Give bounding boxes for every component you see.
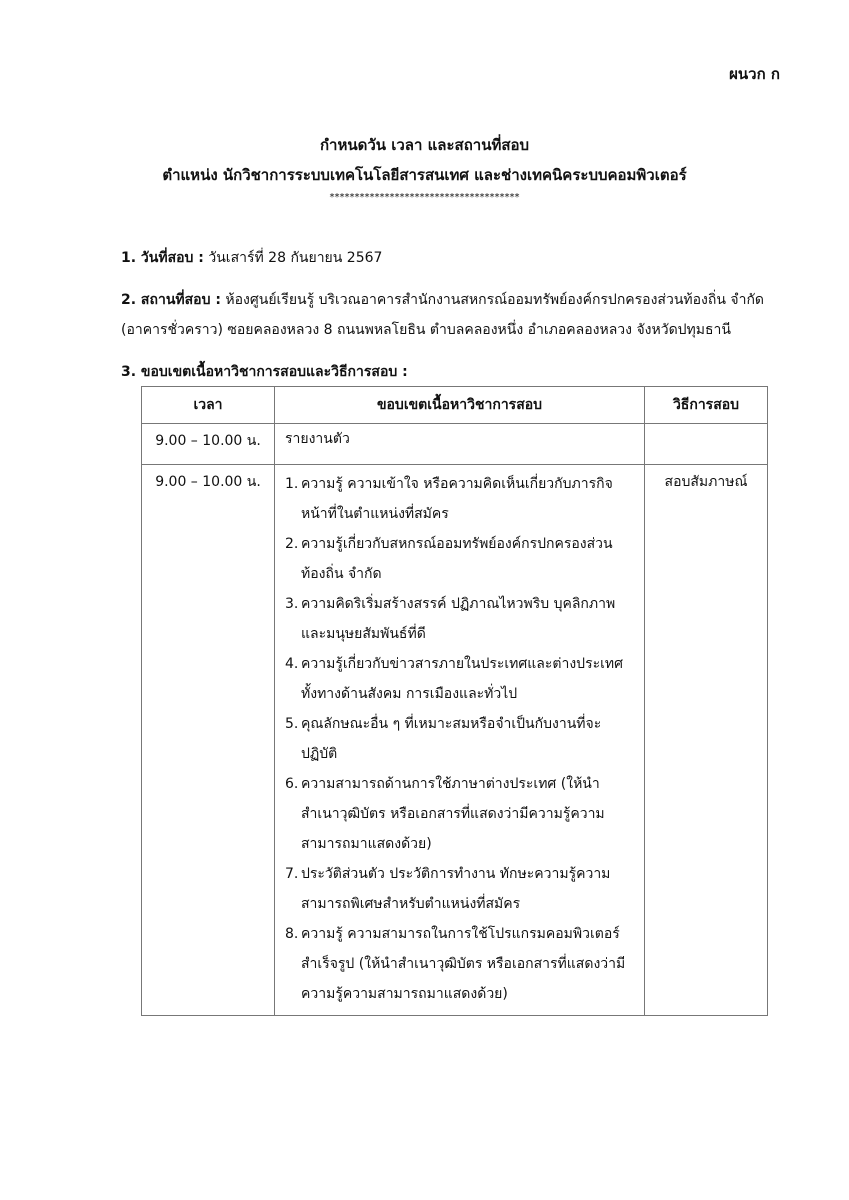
exam-schedule-table [141,386,768,1016]
exam-date-value: วันเสาร์ที่ 28 กันยายน 2567 [208,250,383,266]
item-number: 8. [285,926,299,942]
item-text: ความคิดริเริ่มสร้างสรรค์ ปฏิภาณไหวพริบ บุคลิกภาพและมนุษยสัมพันธ์ที่ดี [301,596,616,642]
row-method: สอบสัมภาษณ์ [645,465,768,1016]
list-item [285,919,636,1009]
separator-stars: ************************************** [329,192,520,203]
list-item [285,859,636,919]
exam-place-section [121,285,779,345]
exam-place-value: ห้องศูนย์เรียนรู้ บริเวณอาคารสำนักงานสหกรณ์ออมทรัพย์องค์กรปกครองส่วนท้องถิ่น จำกัด (อาคารชั่วคราว) ซอยคลองหลวง 8 ถนนพหลโยธิน ตำบลคลองหนึ่ง อำเภอคลองหลวง จังหวัดปทุมธานี [121,292,765,338]
item-text: ความรู้ ความสามารถในการใช้โปรแกรมคอมพิวเตอร์สำเร็จรูป (ให้นำสำเนาวุฒิบัตร หรือเอกสารที่แสดงว่ามีความรู้ความสามารถมาแสดงด้วย) [301,926,626,1002]
header-time: เวลา [142,387,275,424]
scope-heading: 3. ขอบเขตเนื้อหาวิชาการสอบและวิธีการสอบ : [121,364,408,380]
list-item [285,709,636,769]
item-number: 6. [285,776,299,792]
page-title: กำหนดวัน เวลา และสถานที่สอบ [319,136,530,154]
list-item [285,649,636,709]
item-number: 7. [285,866,299,882]
item-number: 1. [285,476,299,492]
appendix-label: ผนวก ก [729,65,780,83]
header-method: วิธีการสอบ [645,387,768,424]
item-number: 2. [285,536,299,552]
item-number: 5. [285,716,299,732]
table-row [142,465,768,1016]
table-row [142,424,768,465]
row-method [645,424,768,465]
item-text: ประวัติส่วนตัว ประวัติการทำงาน ทักษะความรู้ความสามารถพิเศษสำหรับตำแหน่งที่สมัคร [301,866,611,912]
item-number: 3. [285,596,299,612]
row-time: 9.00 – 10.00 น. [142,424,275,465]
list-item [285,589,636,649]
table-header-row [142,387,768,424]
row-time: 9.00 – 10.00 น. [142,465,275,1016]
scope-heading-section [121,357,779,387]
row-content: รายงานตัว [275,424,645,465]
header-content: ขอบเขตเนื้อหาวิชาการสอบ [275,387,645,424]
exam-date-section [121,243,779,273]
item-number: 4. [285,656,299,672]
exam-place-label: 2. สถานที่สอบ : [121,292,221,308]
list-item [285,769,636,859]
list-item [285,469,636,529]
item-text: ความสามารถด้านการใช้ภาษาต่างประเทศ (ให้นำสำเนาวุฒิบัตร หรือเอกสารที่แสดงว่ามีความรู้ความสามารถมาแสดงด้วย) [301,776,605,852]
list-item [285,529,636,589]
page-subtitle: ตำแหน่ง นักวิชาการระบบเทคโนโลยีสารสนเทศ และช่างเทคนิคระบบคอมพิวเตอร์ [162,166,687,184]
item-text: ความรู้ ความเข้าใจ หรือความคิดเห็นเกี่ยวกับภารกิจหน้าที่ในตำแหน่งที่สมัคร [301,476,613,522]
title-block [0,130,849,206]
item-text: ความรู้เกี่ยวกับสหกรณ์ออมทรัพย์องค์กรปกครองส่วนท้องถิ่น จำกัด [301,536,613,582]
row-content-list [275,465,645,1016]
item-text: คุณลักษณะอื่น ๆ ที่เหมาะสมหรือจำเป็นกับงานที่จะปฏิบัติ [301,716,602,762]
item-text: ความรู้เกี่ยวกับข่าวสารภายในประเทศและต่างประเทศทั้งทางด้านสังคม การเมืองและทั่วไป [301,656,624,702]
exam-date-label: 1. วันที่สอบ : [121,250,204,266]
